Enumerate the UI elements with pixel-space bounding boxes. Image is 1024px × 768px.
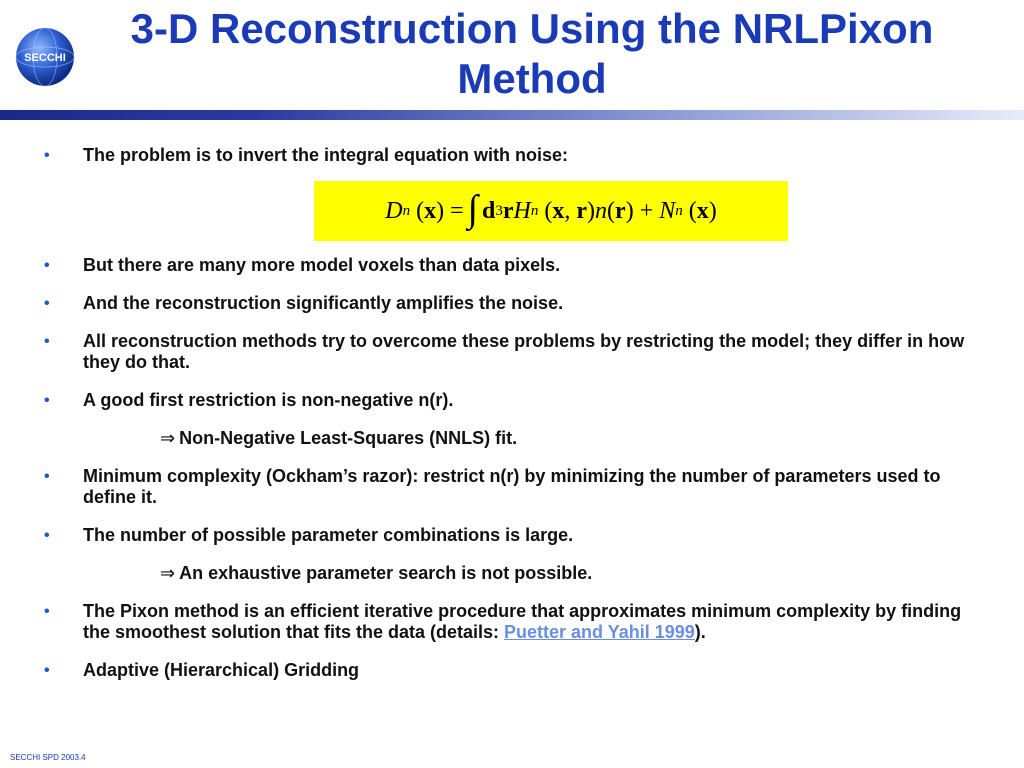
- bullet-icon: •: [44, 662, 50, 679]
- bullet-text: The number of possible parameter combinations is large.: [83, 525, 574, 545]
- sub-point: [44, 428, 974, 449]
- bullet-text: A good first restriction is non-negative n(r).: [83, 390, 454, 410]
- equation-symbol: x: [424, 197, 437, 224]
- bullet-item: [44, 145, 974, 166]
- equation-operator: +: [639, 197, 654, 224]
- bullet-text: Minimum complexity (Ockham’s razor): restrict n(r) by minimizing the number of parameters used to define it.: [83, 466, 941, 507]
- bullet-icon: •: [44, 392, 50, 409]
- equation-symbol: r: [576, 197, 588, 224]
- sub-point-text: Non-Negative Least-Squares (NNLS) fit.: [179, 428, 518, 448]
- integral-sign: ∫: [467, 188, 479, 230]
- bullet-item: [44, 331, 974, 373]
- bullet-icon: •: [44, 257, 50, 274]
- equation-symbol: N: [659, 197, 676, 224]
- equation-subscript: n: [530, 202, 539, 219]
- sub-point: [44, 563, 974, 584]
- integral-equation: D n ( x ) = ∫ d 3 r H n ( x , r ) n ( r ) + N n ( x ): [314, 181, 788, 241]
- bullet-text: The Pixon method is an efficient iterative procedure that approximates minimum complexity by finding the smoothest solution that fits the data (details:: [83, 601, 962, 642]
- equation-subscript: n: [402, 202, 411, 219]
- bullet-item: [44, 660, 974, 681]
- slide-content: [44, 145, 974, 698]
- equation-symbol: H: [513, 197, 531, 224]
- equation-symbol: r: [615, 197, 626, 224]
- bullet-icon: •: [44, 527, 50, 544]
- bullet-icon: •: [44, 468, 50, 485]
- bullet-item: [44, 390, 974, 411]
- equation-symbol: x: [696, 197, 709, 224]
- implies-arrow-icon: ⇒: [160, 428, 176, 449]
- bullet-icon: •: [44, 603, 50, 620]
- bullet-icon: •: [44, 333, 50, 350]
- equation-symbol: D: [385, 197, 403, 224]
- slide-footer: SECCHI SPD 2003.4: [10, 753, 86, 762]
- equation-superscript: 3: [495, 202, 503, 219]
- bullet-item: [44, 525, 974, 546]
- title-divider: [0, 110, 1024, 120]
- equation-symbol: d: [482, 197, 496, 224]
- bullet-text: ).: [694, 622, 706, 642]
- bullet-text: And the reconstruction significantly amplifies the noise.: [83, 293, 564, 313]
- equation-symbol: n: [595, 197, 608, 224]
- equation-symbol: r: [502, 197, 514, 224]
- slide-title: 3-D Reconstruction Using the NRLPixon Method: [130, 5, 934, 102]
- bullet-icon: •: [44, 147, 50, 164]
- equation-operator: =: [450, 197, 464, 224]
- bullet-item: [44, 466, 974, 508]
- bullet-item: [44, 601, 974, 643]
- bullet-text: The problem is to invert the integral equation with noise:: [83, 145, 569, 165]
- bullet-item: [44, 255, 974, 276]
- logo-text: SECCHI: [24, 52, 66, 64]
- implies-arrow-icon: ⇒: [160, 563, 176, 584]
- sub-point-text: An exhaustive parameter search is not possible.: [179, 563, 593, 583]
- reference-link[interactable]: Puetter and Yahil 1999: [504, 622, 695, 642]
- bullet-text: All reconstruction methods try to overcome these problems by restricting the model; they differ in how they do that.: [83, 331, 965, 372]
- bullet-icon: •: [44, 295, 50, 312]
- bullet-text: Adaptive (Hierarchical) Gridding: [83, 660, 360, 680]
- equation-symbol: x: [552, 197, 565, 224]
- bullet-item: [44, 293, 974, 314]
- bullet-text: But there are many more model voxels than data pixels.: [83, 255, 561, 275]
- equation-subscript: n: [675, 202, 683, 219]
